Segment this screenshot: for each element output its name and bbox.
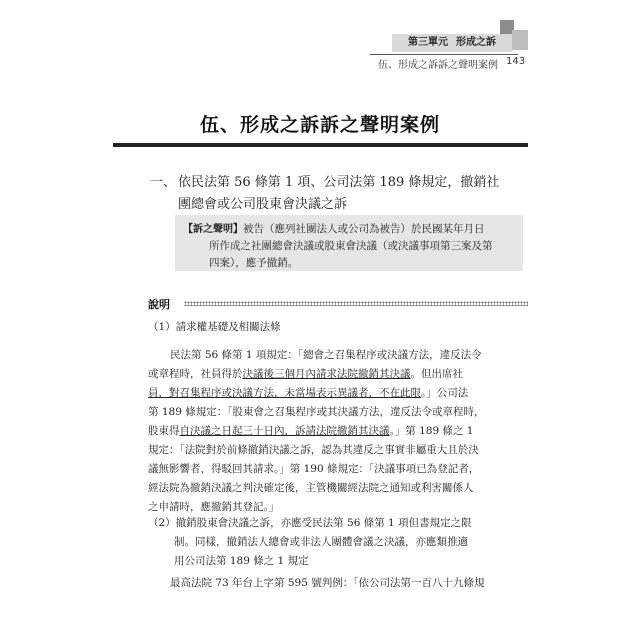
claim-line1: 被告（應列社團法人或公司為被告）於民國某年月日 <box>243 223 485 235</box>
chapter-number: 第三單元 <box>408 37 448 48</box>
paragraph-2 <box>148 574 528 593</box>
point2-block <box>148 514 528 571</box>
page-title: 伍、形成之訴訴之聲明案例 <box>199 114 440 136</box>
para1-line7: 議無影響者，得駁回其請求。」第 190 條規定：「決議事項已為登記者， <box>148 463 480 475</box>
header-divider <box>370 54 518 55</box>
point2-line2: 制。同樣，撤銷法人總會或非法人團體會議之決議，亦應類推適 <box>174 536 468 548</box>
chapter-title: 形成之訴 <box>456 37 496 48</box>
paragraph-1 <box>148 346 528 517</box>
para1-line5: 股東得自決議之日起三十日內，訴請法院撤銷其決議。」第 189 條之 1 <box>148 425 474 437</box>
explanation-label: 說明 <box>148 298 170 311</box>
para1-line3: 員，對召集程序或決議方法，未當場表示異議者，不在此限。」公司法 <box>148 387 469 399</box>
point2-line1: （2）撤銷股東會決議之訴，亦應受民法第 56 條第 1 項但書規定之限 <box>148 517 472 529</box>
para1-line6: 規定：「法院對於前條撤銷決議之訴，認為其違反之事實非屬重大且於決 <box>148 444 479 456</box>
point2-line3: 用公司法第 189 條之 1 規定 <box>174 555 309 567</box>
title-underline <box>113 143 528 147</box>
point1-heading <box>148 318 528 337</box>
para1-line8: 經法院為撤銷決議之判決確定後，主管機關經法院之通知或利害關係人 <box>148 482 474 494</box>
section-heading-line2: 團總會或公司股東會決議之訴 <box>178 197 348 212</box>
para1-line1: 民法第 56 條第 1 項規定：「總會之召集程序或決議方法，違反法令 <box>170 349 482 361</box>
section-heading <box>150 172 530 216</box>
claim-label: 【訴之聲明】 <box>183 224 243 235</box>
section-number: 一、 <box>150 175 177 190</box>
chapter-tab <box>392 34 512 52</box>
page-number: 143 <box>506 56 526 67</box>
claim-line3: 四案），應予撤銷。 <box>209 257 299 269</box>
para1-line4: 第 189 條規定：「股東會之召集程序或其決議方法，違反法令或章程時， <box>148 406 485 418</box>
para1-line9: 之申請時，應撤銷其登記。」 <box>148 501 280 513</box>
claim-box <box>175 215 523 271</box>
running-header-section: 伍、形成之訴訴之聲明案例 <box>378 60 498 71</box>
para1-line2: 或章程時，社員得於決議後三個月內請求法院撤銷其決議。但出席社 <box>148 368 463 380</box>
point1-number: （1） <box>148 321 176 333</box>
claim-line2: 所作成之社團總會決議或股東會決議（或決議事項第三案及第 <box>209 240 493 252</box>
point1-text: 請求權基礎及相關法條 <box>175 321 281 333</box>
section-heading-line1: 依民法第 56 條第 1 項、公司法第 189 條規定，撤銷社 <box>178 175 500 190</box>
dotted-rule <box>184 301 528 306</box>
para2-line1: 最高法院 73 年台上字第 595 號判例：「依公司法第一百八十九條規 <box>170 577 485 589</box>
explanation-bar <box>148 296 528 310</box>
